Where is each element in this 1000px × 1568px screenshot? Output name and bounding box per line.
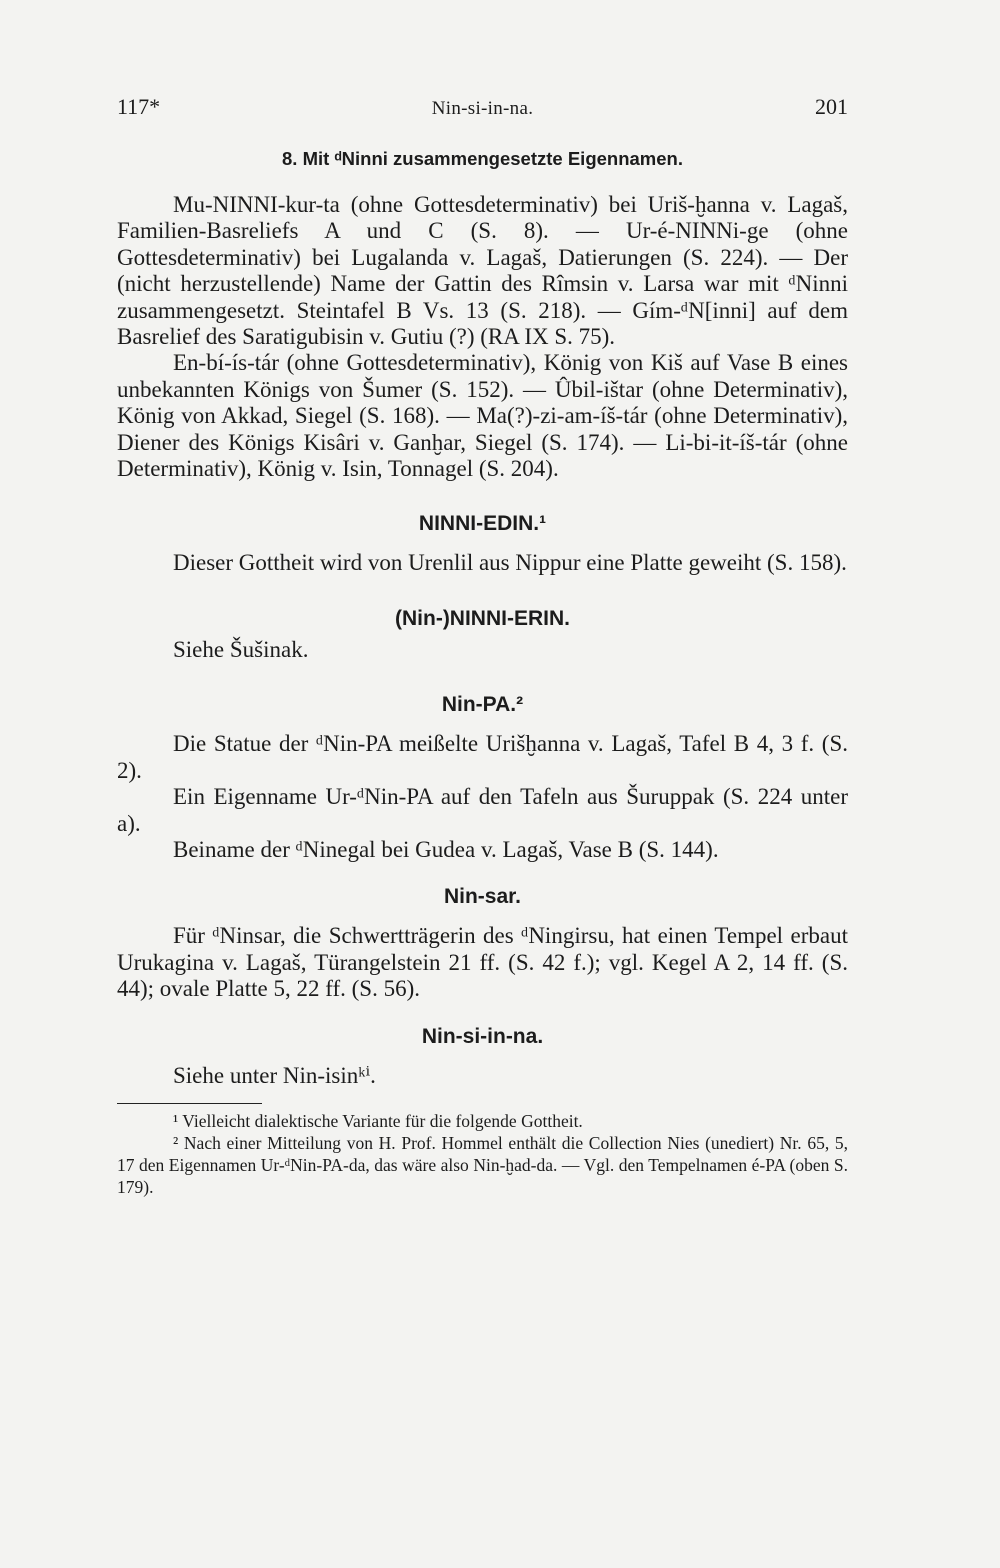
entry-text-nin-pa-2: Ein Eigenname Ur-ᵈNin-PA auf den Tafeln aus Šuruppak (S. 224 unter a). — [117, 784, 848, 836]
entry-heading-nin-pa: Nin-PA.² — [441, 693, 524, 717]
entry-text-nin-ninni-erin: Siehe Šušinak. — [173, 636, 309, 662]
page-number: 201 — [815, 94, 848, 119]
page-content — [117, 148, 848, 1198]
entry-text-nin-sar: Für ᵈNinsar, die Schwertträgerin des ᵈNingirsu, hat einen Tempel erbaut Urukagina v. Lagaš, Türangelstein 21 ff. (S. 42 f.); vgl. Kegel A 2, 14 ff. (S. 44); ovale Platte 5, 22 ff. (S. 56). — [117, 923, 848, 1002]
entry-text-ninni-edin: Dieser Gottheit wird von Urenlil aus Nippur eine Platte geweiht (S. 158). — [173, 550, 847, 576]
entry-text-nin-pa-1: Die Statue der ᵈNin-PA meißelte Urišḫanna v. Lagaš, Tafel B 4, 3 f. (S. 2). — [117, 731, 848, 783]
section-title: 8. Mit ᵈNinni zusammengesetzte Eigennamen. — [282, 148, 683, 169]
entry-heading-ninni-edin: NINNI-EDIN.¹ — [418, 512, 547, 536]
entry-text-nin-pa-3: Beiname der ᵈNinegal bei Gudea v. Lagaš, Vase B (S. 144). — [173, 836, 719, 862]
footnote-2: ² Nach einer Mitteilung von H. Prof. Hommel enthält die Collection Nies (unediert) Nr. 65, 5, 17 den Eigennamen Ur-ᵈNin-PA-da, das wäre also Nin-ḫad-da. — Vgl. den Tempelnamen é-PA (oben S. 179). — [117, 1132, 848, 1197]
entry-heading-nin-si-in-na: Nin-si-in-na. — [421, 1024, 544, 1048]
footnote-1: ¹ Vielleicht dialektische Variante für die folgende Gottheit. — [173, 1110, 583, 1131]
running-title: Nin-si-in-na. — [431, 98, 534, 119]
entry-heading-nin-sar: Nin-sar. — [443, 885, 522, 909]
entry-heading-nin-ninni-erin: (Nin-)NINNI-ERIN. — [395, 606, 570, 630]
entry-text-nin-si-in-na: Siehe unter Nin-isinᵏⁱ. — [173, 1062, 376, 1088]
running-head — [117, 94, 848, 130]
page-ref-left: 117* — [117, 94, 161, 119]
section-paragraph-2: En-bí-ís-tár (ohne Gottesdeterminativ), König von Kiš auf Vase B eines unbekannten Königs von Šumer (S. 152). — Ûbil-ištar (ohne Determinativ), König von Akkad, Siegel (S. 168). — Ma(?)-zi-am-íš-tár (ohne Determinativ), Diener des Königs Kisâri v. Ganḫar, Siegel (S. 174). — Li-bi-it-íš-tár (ohne Determinativ), König v. Isin, Tonnagel (S. 204). — [117, 350, 848, 482]
section-paragraph-1: Mu-NINNI-kur-ta (ohne Gottesdeterminativ) bei Uriš-ḫanna v. Lagaš, Familien-Basreliefs A und C (S. 8). — Ur-é-NINNi-ge (ohne Gottesdeterminativ) bei Lugalanda v. Lagaš, Datierungen (S. 224). — Der (nicht herzustellende) Name der Gattin des Rîmsin v. Larsa war mit ᵈNinni zusammengesetzt. Steintafel B Vs. 13 (S. 218). — Gím-ᵈN[inni] auf dem Basrelief des Saratigubisin v. Gutiu (?) (RA IX S. 75). — [117, 192, 848, 350]
footnote-divider — [117, 1103, 262, 1104]
